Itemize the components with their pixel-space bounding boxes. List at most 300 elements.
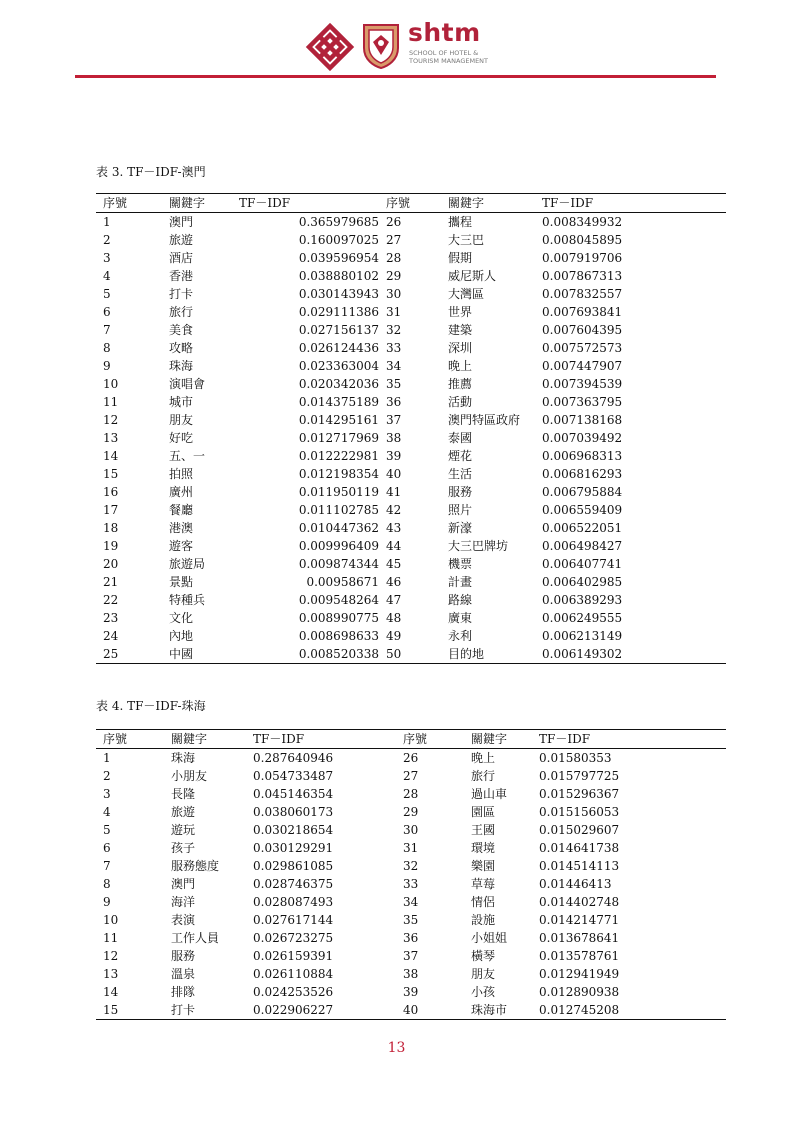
keyword: 城市	[169, 395, 194, 409]
row-number-2: 35	[386, 377, 402, 391]
row-number: 24	[103, 629, 119, 643]
tfidf-value: 0.012222981	[298, 449, 379, 463]
row-number-2: 40	[403, 1003, 419, 1017]
tfidf-value: 0.011950119	[298, 485, 379, 499]
keyword-2: 照片	[448, 503, 473, 517]
table4-header-no: 序號	[103, 732, 128, 746]
tfidf-value: 0.030143943	[298, 287, 379, 301]
tfidf-value: 0.012717969	[298, 431, 379, 445]
tfidf-value-2: 0.006407741	[542, 557, 623, 571]
keyword: 內地	[169, 629, 194, 643]
tfidf-value-2: 0.008045895	[542, 233, 623, 247]
row-number: 6	[103, 305, 111, 319]
tfidf-value: 0.00958671	[306, 575, 379, 589]
keyword: 表演	[171, 913, 196, 927]
tfidf-value: 0.038060173	[253, 805, 334, 819]
keyword: 酒店	[169, 251, 194, 265]
row-number: 25	[103, 647, 119, 661]
keyword-2: 樂園	[471, 859, 496, 873]
tfidf-value-2: 0.01580353	[539, 751, 612, 765]
tfidf-value-2: 0.006498427	[542, 539, 623, 553]
tfidf-value-2: 0.006816293	[542, 467, 623, 481]
table-row	[96, 411, 726, 429]
table4-caption: 表 4. TF－IDF-珠海	[96, 699, 206, 713]
tfidf-value: 0.024253526	[253, 985, 334, 999]
keyword: 美食	[169, 323, 194, 337]
row-number: 6	[103, 841, 111, 855]
tfidf-value: 0.009996409	[298, 539, 379, 553]
row-number-2: 43	[386, 521, 402, 535]
row-number-2: 32	[403, 859, 419, 873]
row-number: 7	[103, 859, 111, 873]
row-number-2: 28	[386, 251, 402, 265]
table-row	[96, 803, 726, 821]
tfidf-value: 0.028746375	[253, 877, 334, 891]
table3	[96, 193, 726, 664]
keyword-2: 永利	[448, 629, 473, 643]
row-number: 2	[103, 769, 111, 783]
keyword: 文化	[169, 611, 194, 625]
row-number-2: 30	[403, 823, 419, 837]
tfidf-value: 0.029111386	[298, 305, 379, 319]
tfidf-value-2: 0.015797725	[539, 769, 620, 783]
keyword-2: 朋友	[471, 967, 496, 981]
tfidf-value-2: 0.014402748	[539, 895, 620, 909]
tfidf-value: 0.008698633	[298, 629, 379, 643]
row-number-2: 38	[403, 967, 419, 981]
tfidf-value: 0.054733487	[253, 769, 334, 783]
row-number: 11	[103, 931, 119, 945]
row-number: 9	[103, 359, 111, 373]
table-row	[96, 645, 726, 664]
row-number: 3	[103, 251, 111, 265]
keyword-2: 草莓	[471, 877, 496, 891]
keyword: 好吃	[169, 431, 194, 445]
tfidf-value: 0.028087493	[253, 895, 334, 909]
keyword-2: 環境	[471, 841, 496, 855]
tfidf-value-2: 0.015029607	[539, 823, 620, 837]
tfidf-value: 0.045146354	[253, 787, 334, 801]
row-number: 20	[103, 557, 119, 571]
tfidf-value-2: 0.008349932	[542, 215, 623, 229]
tfidf-value: 0.014375189	[298, 395, 379, 409]
row-number: 19	[103, 539, 119, 553]
tfidf-value-2: 0.014641738	[539, 841, 620, 855]
tfidf-value-2: 0.006522051	[542, 521, 623, 535]
keyword: 澳門	[169, 215, 194, 229]
keyword-2: 生活	[448, 467, 473, 481]
tfidf-value: 0.022906227	[253, 1003, 334, 1017]
row-number-2: 36	[386, 395, 402, 409]
tfidf-value: 0.027617144	[253, 913, 334, 927]
row-number: 3	[103, 787, 111, 801]
row-number-2: 34	[386, 359, 402, 373]
keyword: 景點	[169, 575, 194, 589]
tfidf-value-2: 0.006213149	[542, 629, 623, 643]
tfidf-value-2: 0.007039492	[542, 431, 623, 445]
keyword: 拍照	[169, 467, 194, 481]
keyword-2: 煙花	[448, 449, 473, 463]
table-row	[96, 627, 726, 645]
keyword: 長隆	[171, 787, 196, 801]
tfidf-value-2: 0.007919706	[542, 251, 623, 265]
keyword: 廣州	[169, 485, 194, 499]
row-number-2: 32	[386, 323, 402, 337]
tfidf-value-2: 0.006389293	[542, 593, 623, 607]
row-number-2: 47	[386, 593, 402, 607]
tfidf-value-2: 0.007363795	[542, 395, 623, 409]
tfidf-value: 0.014295161	[298, 413, 379, 427]
keyword-2: 澳門特區政府	[448, 413, 521, 427]
keyword: 珠海	[169, 359, 194, 373]
table4-header-tfidf-2: TF－IDF	[539, 732, 591, 746]
row-number-2: 34	[403, 895, 419, 909]
table-row	[96, 785, 726, 803]
tfidf-value-2: 0.01446413	[539, 877, 612, 891]
row-number-2: 29	[386, 269, 402, 283]
table-row	[96, 267, 726, 285]
row-number: 22	[103, 593, 119, 607]
tfidf-value-2: 0.014514113	[539, 859, 620, 873]
tfidf-value: 0.009874344	[298, 557, 379, 571]
tfidf-value-2: 0.007138168	[542, 413, 623, 427]
keyword-2: 機票	[448, 557, 473, 571]
row-number: 4	[103, 269, 111, 283]
row-number-2: 37	[386, 413, 402, 427]
tfidf-value: 0.008520338	[298, 647, 379, 661]
keyword: 餐廳	[169, 503, 194, 517]
keyword: 小朋友	[171, 769, 208, 783]
table-row	[96, 573, 726, 591]
table-row	[96, 821, 726, 839]
row-number-2: 27	[386, 233, 402, 247]
tfidf-value-2: 0.015156053	[539, 805, 620, 819]
table-row	[96, 375, 726, 393]
keyword-2: 王國	[471, 823, 496, 837]
keyword: 孩子	[171, 841, 196, 855]
table-row	[96, 303, 726, 321]
row-number: 10	[103, 377, 119, 391]
tfidf-value-2: 0.012890938	[539, 985, 620, 999]
keyword: 溫泉	[171, 967, 196, 981]
keyword: 工作人員	[171, 931, 220, 945]
keyword-2: 活動	[448, 395, 473, 409]
table3-header-row	[96, 194, 726, 213]
row-number: 21	[103, 575, 119, 589]
row-number-2: 33	[386, 341, 402, 355]
keyword-2: 過山車	[471, 787, 508, 801]
tfidf-value-2: 0.006249555	[542, 611, 623, 625]
tfidf-value-2: 0.007832557	[542, 287, 623, 301]
row-number: 5	[103, 287, 111, 301]
shtm-crest-icon	[361, 22, 401, 70]
tfidf-value-2: 0.013578761	[539, 949, 620, 963]
keyword: 海洋	[171, 895, 196, 909]
row-number: 1	[103, 215, 111, 229]
row-number-2: 48	[386, 611, 402, 625]
keyword-2: 泰國	[448, 431, 473, 445]
table-row	[96, 483, 726, 501]
keyword-2: 廣東	[448, 611, 473, 625]
table-row	[96, 857, 726, 875]
row-number-2: 26	[386, 215, 402, 229]
row-number: 14	[103, 449, 119, 463]
tfidf-value: 0.009548264	[298, 593, 379, 607]
keyword-2: 小孩	[471, 985, 496, 999]
polyu-logo-icon	[305, 22, 355, 72]
keyword: 服務態度	[171, 859, 220, 873]
row-number-2: 42	[386, 503, 402, 517]
table-row	[96, 591, 726, 609]
keyword: 旅遊	[169, 233, 194, 247]
table4-header-keyword-2: 關鍵字	[471, 732, 508, 746]
keyword-2: 威尼斯人	[448, 269, 497, 283]
keyword: 演唱會	[169, 377, 206, 391]
tfidf-value: 0.039596954	[298, 251, 379, 265]
row-number-2: 35	[403, 913, 419, 927]
keyword: 港澳	[169, 521, 194, 535]
row-number-2: 29	[403, 805, 419, 819]
tfidf-value: 0.029861085	[253, 859, 334, 873]
tfidf-value: 0.160097025	[298, 233, 379, 247]
tfidf-value: 0.012198354	[298, 467, 379, 481]
keyword: 服務	[171, 949, 196, 963]
table3-header-tfidf-2: TF－IDF	[542, 196, 594, 210]
row-number: 7	[103, 323, 111, 337]
tfidf-value: 0.008990775	[298, 611, 379, 625]
table-row	[96, 447, 726, 465]
row-number-2: 26	[403, 751, 419, 765]
row-number: 17	[103, 503, 119, 517]
table-row	[96, 285, 726, 303]
keyword-2: 推薦	[448, 377, 473, 391]
row-number: 4	[103, 805, 111, 819]
row-number-2: 39	[403, 985, 419, 999]
tfidf-value-2: 0.014214771	[539, 913, 620, 927]
table4	[96, 729, 726, 1020]
keyword-2: 建築	[448, 323, 473, 337]
row-number: 11	[103, 395, 119, 409]
row-number-2: 31	[403, 841, 419, 855]
tfidf-value: 0.287640946	[253, 751, 334, 765]
tfidf-value-2: 0.007447907	[542, 359, 623, 373]
table4-header-keyword: 關鍵字	[171, 732, 208, 746]
keyword-2: 旅行	[471, 769, 496, 783]
tfidf-value: 0.023363004	[298, 359, 379, 373]
table-row	[96, 501, 726, 519]
keyword-2: 大三巴	[448, 233, 485, 247]
keyword-2: 大三巴牌坊	[448, 539, 509, 553]
row-number-2: 45	[386, 557, 402, 571]
row-number-2: 37	[403, 949, 419, 963]
row-number-2: 41	[386, 485, 402, 499]
keyword: 朋友	[169, 413, 194, 427]
tfidf-value: 0.030218654	[253, 823, 334, 837]
table3-caption: 表 3. TF－IDF-澳門	[96, 165, 206, 179]
tfidf-value: 0.026110884	[253, 967, 334, 981]
tfidf-value-2: 0.015296367	[539, 787, 620, 801]
row-number: 1	[103, 751, 111, 765]
table-row	[96, 929, 726, 947]
table-row	[96, 983, 726, 1001]
keyword: 香港	[169, 269, 194, 283]
table-row	[96, 875, 726, 893]
header-logos	[305, 20, 505, 72]
tfidf-value: 0.026723275	[253, 931, 334, 945]
keyword: 旅遊	[171, 805, 196, 819]
keyword-2: 情侶	[471, 895, 496, 909]
tfidf-value-2: 0.006795884	[542, 485, 623, 499]
table-row	[96, 429, 726, 447]
table3-header-no: 序號	[103, 196, 128, 210]
table3-header-no-2: 序號	[386, 196, 411, 210]
row-number-2: 36	[403, 931, 419, 945]
row-number: 23	[103, 611, 119, 625]
keyword: 排隊	[171, 985, 196, 999]
tfidf-value: 0.026124436	[298, 341, 379, 355]
row-number: 9	[103, 895, 111, 909]
row-number: 5	[103, 823, 111, 837]
row-number-2: 46	[386, 575, 402, 589]
table-row	[96, 393, 726, 411]
keyword: 遊客	[169, 539, 194, 553]
keyword-2: 路線	[448, 593, 473, 607]
table-row	[96, 339, 726, 357]
keyword-2: 晚上	[448, 359, 473, 373]
keyword-2: 園區	[471, 805, 496, 819]
table-row	[96, 767, 726, 785]
keyword-2: 目的地	[448, 647, 485, 661]
row-number-2: 33	[403, 877, 419, 891]
tfidf-value-2: 0.006559409	[542, 503, 623, 517]
tfidf-value-2: 0.007867313	[542, 269, 623, 283]
table4-header-tfidf: TF－IDF	[253, 732, 305, 746]
tfidf-value: 0.020342036	[298, 377, 379, 391]
table-row	[96, 519, 726, 537]
row-number-2: 40	[386, 467, 402, 481]
table-row	[96, 911, 726, 929]
keyword-2: 假期	[448, 251, 473, 265]
keyword-2: 新濠	[448, 521, 473, 535]
keyword-2: 晚上	[471, 751, 496, 765]
keyword: 中國	[169, 647, 194, 661]
row-number: 2	[103, 233, 111, 247]
row-number: 13	[103, 431, 119, 445]
table-row	[96, 213, 726, 232]
table3-header-keyword-2: 關鍵字	[448, 196, 485, 210]
row-number-2: 31	[386, 305, 402, 319]
keyword-2: 攜程	[448, 215, 473, 229]
header-rule	[75, 75, 716, 78]
row-number-2: 28	[403, 787, 419, 801]
table-row	[96, 465, 726, 483]
keyword: 特種兵	[169, 593, 206, 607]
row-number: 8	[103, 877, 111, 891]
keyword-2: 珠海市	[471, 1003, 508, 1017]
table3-header-keyword: 關鍵字	[169, 196, 206, 210]
table-row	[96, 357, 726, 375]
table-row	[96, 839, 726, 857]
row-number: 14	[103, 985, 119, 999]
tfidf-value-2: 0.006402985	[542, 575, 623, 589]
keyword: 打卡	[171, 1003, 196, 1017]
table-row	[96, 321, 726, 339]
row-number-2: 44	[386, 539, 402, 553]
tfidf-value: 0.027156137	[298, 323, 379, 337]
keyword: 五、一	[169, 449, 206, 463]
row-number: 10	[103, 913, 119, 927]
tfidf-value-2: 0.007693841	[542, 305, 623, 319]
table-row	[96, 965, 726, 983]
brand-subtitle	[409, 49, 509, 65]
page-number: 13	[387, 1040, 406, 1056]
row-number: 18	[103, 521, 119, 535]
keyword: 旅遊局	[169, 557, 206, 571]
tfidf-value: 0.038880102	[298, 269, 379, 283]
row-number-2: 49	[386, 629, 402, 643]
tfidf-value: 0.030129291	[253, 841, 334, 855]
keyword-2: 橫琴	[471, 949, 496, 963]
keyword-2: 設施	[471, 913, 496, 927]
row-number: 15	[103, 1003, 119, 1017]
row-number-2: 39	[386, 449, 402, 463]
brand-subtitle-line-1: SCHOOL OF HOTEL &	[409, 49, 479, 57]
keyword-2: 小姐姐	[471, 931, 508, 945]
table3-header-tfidf: TF－IDF	[239, 196, 291, 210]
table-row	[96, 947, 726, 965]
table-row	[96, 893, 726, 911]
keyword-2: 大灣區	[448, 287, 485, 301]
keyword-2: 計畫	[448, 575, 473, 589]
row-number-2: 50	[386, 647, 402, 661]
tfidf-value-2: 0.006968313	[542, 449, 623, 463]
tfidf-value: 0.365979685	[298, 215, 379, 229]
tfidf-value: 0.011102785	[298, 503, 379, 517]
row-number: 16	[103, 485, 119, 499]
table-row	[96, 249, 726, 267]
row-number-2: 30	[386, 287, 402, 301]
keyword-2: 世界	[448, 305, 473, 319]
brand-wordmark: shtm	[408, 18, 481, 47]
tfidf-value-2: 0.012941949	[539, 967, 620, 981]
table-row	[96, 537, 726, 555]
tfidf-value: 0.026159391	[253, 949, 334, 963]
tfidf-value-2: 0.007394539	[542, 377, 623, 391]
table-row	[96, 749, 726, 768]
table-row	[96, 609, 726, 627]
tfidf-value-2: 0.007572573	[542, 341, 623, 355]
table4-header-row	[96, 730, 726, 749]
row-number: 12	[103, 949, 119, 963]
keyword-2: 深圳	[448, 341, 473, 355]
keyword: 珠海	[171, 751, 196, 765]
row-number-2: 38	[386, 431, 402, 445]
tfidf-value-2: 0.013678641	[539, 931, 620, 945]
keyword: 旅行	[169, 305, 194, 319]
row-number: 8	[103, 341, 111, 355]
keyword-2: 服務	[448, 485, 473, 499]
tfidf-value-2: 0.012745208	[539, 1003, 620, 1017]
tfidf-value-2: 0.007604395	[542, 323, 623, 337]
table-row	[96, 231, 726, 249]
tfidf-value-2: 0.006149302	[542, 647, 623, 661]
row-number-2: 27	[403, 769, 419, 783]
table-row	[96, 1001, 726, 1020]
keyword: 遊玩	[171, 823, 196, 837]
tfidf-value: 0.010447362	[298, 521, 379, 535]
brand-subtitle-line-2: TOURISM MANAGEMENT	[409, 57, 489, 65]
row-number: 13	[103, 967, 119, 981]
